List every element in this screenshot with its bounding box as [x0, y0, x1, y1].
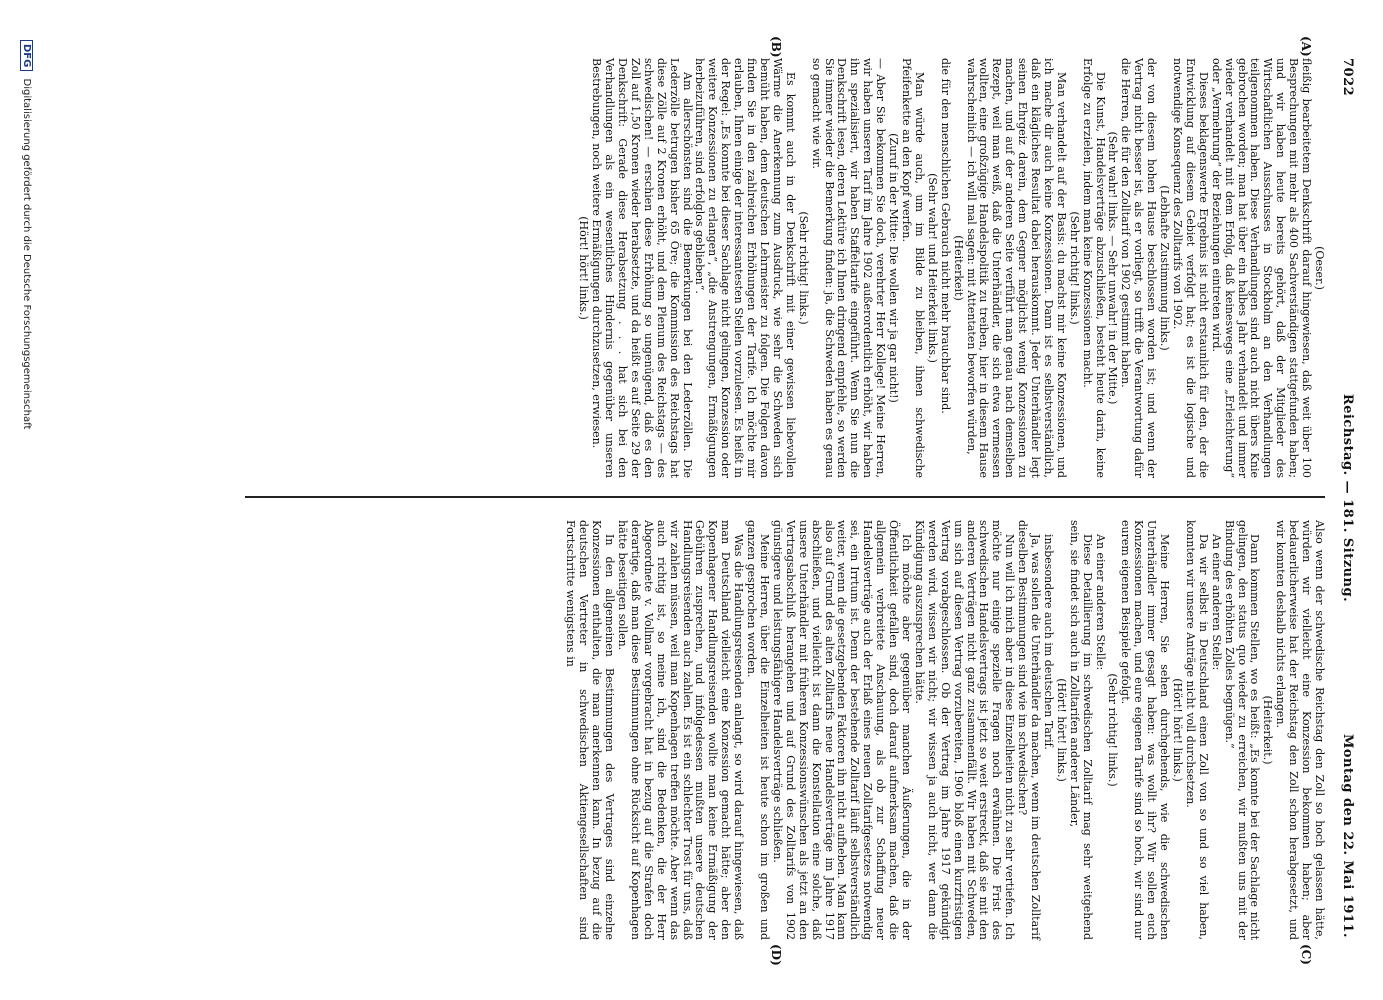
- margin-mark-d: (D): [769, 944, 783, 966]
- paragraph: Es kommt auch in der Denkschrift mit einer gewissen liebevollen Wärme die Anerkennung zum Ausdruck, wie sehr die Schweden sich bemüht haben, dem deutschen Lehrmeister zu folgen. Die Folgen davon finden Sie in den zahlreichen Erhöhungen der Tarife. Ich möchte mir erlauben, Ihnen einige der interessantesten Stellen vorzulesen. Es heißt in der Regel: „Es konnte bei dieser Sachlage nicht gelingen, Konzession oder weitere Konzessionen zu erlangen“, „die Anstrengungen, Ermäßigungen herbeizuführen, sind erfolglos geblieben“.: [693, 58, 797, 478]
- credit-text: Digitalisierung gefördert durch die Deutsche Forschungsgemeinschaft: [21, 78, 32, 430]
- dfg-logo: DFG: [20, 40, 33, 71]
- interjection: (Lebhafte Zustimmung links.): [1158, 185, 1172, 351]
- paragraph: An einer anderen Stelle:: [1093, 534, 1107, 671]
- left-column: [576, 58, 1325, 478]
- speaker-name: (Oeser.): [1313, 246, 1326, 290]
- interjection: (Heiterkeit): [951, 235, 965, 301]
- interjection: (Hört! hört! links.): [1171, 678, 1185, 782]
- paragraph: Dann kommen Stellen, wo es heißt: „Es konnte bei der Sachlage nicht gelingen, den status quo wieder zu erreichen, wir mußten uns mit der Bindung des erhöhten Zolles begnügen.“: [1222, 520, 1262, 940]
- right-column: [564, 520, 1325, 940]
- paragraph: In den allgemeinen Bestimmungen des Vertrages sind einzelne Konzessionen enthalten, die man anerkennen kann. In bezug auf die deutschen Vertreter in schwedischen Aktiengesellschaften sind Fortschritte wenigstens in: [564, 520, 617, 940]
- paragraph: Meine Herren, über die Einzelheiten ist heute schon im großen und ganzen gesprochen worden.: [745, 520, 772, 940]
- page-number: 7022: [1340, 58, 1355, 97]
- column-divider: [245, 496, 1325, 498]
- interjection: (Sehr richtig! links.): [1106, 673, 1120, 787]
- paragraph: Meine Herren, Sie sehen durchgehends, wie die schwedischen Unterhändler immer gesagt haben: was wollt ihr? Wir sollen euch Konzessionen machen, und eure eigenen Tarife sind so hoch, wir sind nur eurem eigenen Beispiele gefolgt.: [1119, 520, 1172, 940]
- interjection: (Hört! hört! links.): [1054, 678, 1068, 782]
- interjection: (Sehr wahr! und Heiterkeit links.): [925, 173, 939, 363]
- paragraph: Dieses beklagenswerte Ergebnis ist nicht erstaunlich für den, der die Entwicklung auf diesem Gebiet verfolgt hat; es ist die logische und notwendige Konsequenz des Zolltarifs von 1902.: [1171, 58, 1210, 478]
- margin-mark-c: (C): [1299, 944, 1313, 965]
- margin-mark-a: (A): [1299, 36, 1313, 57]
- quotation: Diese Detaillierung im schwedischen Zolltarif mag sehr weitgehend sein, sie findet sich auch in Zolltarifen anderer Länder,: [1067, 520, 1094, 940]
- paragraph: Ich möchte aber gegenüber manchen Äußerungen, die in der Öffentlichkeit gefallen sind, doch darauf aufmerksam machen, daß die allgemein verbreitete Anschauung, als ob zur Schaffung neuer Handelsverträge auch der Erlaß eines neuen Zolltarifgesetzes notwendig sei, ein Irrtum ist. Denn der bestehende Zolltarif läuft selbstverständlich weiter, wenn die gesetzgebenden Faktoren ihn nicht aufheben. Man kann also auf Grund des alten Zolltarifs neue Handelsverträge im Jahre 1917 abschließen, und vielleicht ist dann die Konstellation eine solche, daß unsere Unterhändler mit früheren Konzessionswünschen als jetzt an den Vertragsabschluß herangehen und auf Grund des Zolltarifs von 1902 günstigere und leistungsfähigere Handelsverträge schließen.: [770, 520, 913, 940]
- interjection: (Sehr richtig! links.): [796, 211, 810, 325]
- paragraph: Nun will ich mich aber in diese Einzelheiten nicht zu sehr vertiefen. Ich möchte nur einige spezielle Fragen noch erwähnen. Die Frist des schwedischen Handelsvertrags ist jetzt so weit erstreckt, daß sie mit den anderen Verträgen nicht ganz zusammenfällt. Wir haben mit Schweden, um sich auf diesen Vertrag vorzubereiten, 1906 bloß einen kurzfristigen Vertrag vorabgeschlossen. Ob der Vertrag im Jahre 1917 gekündigt werden wird, wissen wir nicht; wir wissen ja auch nicht, wer dann die Kündigung auszusprechen hätte.: [912, 520, 1017, 940]
- session-title: Reichstag. — 181. Sitzung.: [1340, 393, 1355, 603]
- paragraph: — Aber Sie bekommen Sie doch, verehrter Herr Kollege! Meine Herren, wir haben unseren Tarif im Jahre 1902 außerordentlich erhöht, wir haben ihn spezialisiert, wir haben Staffeltarife eingeführt. Wenn Sie nun die Denkschrift lesen, deren Lektüre ich Ihnen dringend empfehle, so werden Sie immer wieder die Bemerkung finden: ja, die Schweden haben es genau so gemacht wie wir.: [809, 58, 888, 478]
- margin-mark-b: (B): [769, 36, 783, 58]
- paragraph: Die Kunst, Handelsverträge abzuschließen, besteht heute darin, keine Erfolge zu erzielen, indem man keine Konzessionen macht.: [1080, 58, 1107, 478]
- paragraph: Man würde auch, um im Bilde zu bleiben, ihnen schwedische Pfeifenkette an den Kopf werfen.: [900, 58, 926, 478]
- paragraph: der von diesem hohen Hause beschlossen worden ist; und wenn der Vertrag nicht besser ist, als er vorliegt, so trifft die Verantwortung dafür die Herren, die für den Zolltarif von 1902 gestimmt haben.: [1119, 58, 1159, 478]
- quotation: insbesondere auch im deutschen Tarif.: [1041, 534, 1055, 750]
- interjection: (Sehr richtig! links.): [1067, 211, 1081, 325]
- paragraph: Ja, was sollen die Unterhändler da machen, wenn im deutschen Zolltarif dieselben Bestimmungen sind wie im schwedischen?: [1016, 520, 1043, 940]
- paragraph: Also wenn der schwedische Reichstag den Zoll so hoch gelassen hätte, würden wir vielleicht eine Konzession bekommen haben; aber bedauerlicherweise hat der Reichstag den Zoll schon herabgesetzt, und wir konnten deshalb nichts erlangen.: [1274, 520, 1326, 940]
- paragraph: An einer anderen Stelle:: [1209, 534, 1223, 671]
- paragraph: Am allerschönsten sind die Bemerkungen bei den Lederzöllen. Die Lederzölle betrugen bisher 65 Öre; die Kommission des Reichstags hat diese Zölle auf 2 Kronen erhöht, und dem Plenum des Reichstags — des schwedischen! — erschien diese Erhöhung so ungenügend, daß es den Zoll auf 1,50 Kronen wieder herabsetzte, und da heißt es auf Seite 29 der Denkschrift: Gerade diese Herabsetzung . . . hat sich bei den Verhandlungen als ein wesentliches Hindernis gegenüber unseren Bestrebungen, noch weitere Ermäßigungen durchzusetzen, erwiesen.: [590, 58, 694, 478]
- digitization-credit: [13, 40, 33, 960]
- paragraph: fleißig bearbeitetem Denkschrift darauf hingewiesen, daß weit über 100 Besprechungen mit mehr als 400 Sachverständigen stattgefunden haben; und wir haben heute bereits gehört, daß der Mitglieder des Wirtschaftlichen Ausschusses in Stockholm an den Verhandlungen teilgenommen haben. Diese Verhandlungen sind auch nicht übers Knie gebrochen worden; man hat über ein halbes Jahr verhandelt und immer wieder verhandelt mit dem Erfolg, daß keineswegs eine „Erleichterung“ oder „Vermehrung“ der Beziehungen eintreten wird.: [1209, 58, 1314, 478]
- paragraph: Man verhandelt auf der Basis: du machst mir keine Konzessionen, und ich mache dir auch keine Konzessionen. Dann ist es selbstverständlich, daß ein klägliches Resultat dabei herauskommt. Jeder Unterhändler legt seinen Ehrgeiz darein, dem Gegner möglichst wenig Konzessionen zu machen, und auf der anderen Seite verführt man genau nach demselben Rezept, weil man weiß, daß die Unterhändler, die sich etwa vermessen wollten, eine großzügige Handelspolitik zu treiben, hier in diesem Hause wahrscheinlich — ich will mal sagen: mit Attentaten beworfen würden,: [964, 58, 1068, 478]
- paragraph: die für den menschlichen Gebrauch nicht mehr brauchbar sind.: [938, 58, 952, 414]
- interjection: (Hört! hört! links.): [577, 216, 591, 320]
- interjection: (Zuruf in der Mitte: Die wollen wir ja gar nicht!): [887, 133, 901, 403]
- quotation: Da wir selbst in Deutschland einen Zoll von so und so viel haben, konnten wir unsere Anträge nicht voll durchsetzen.: [1183, 520, 1210, 940]
- interjection: (Heiterkeit.): [1261, 695, 1275, 765]
- running-head: [1337, 58, 1355, 938]
- paragraph: Was die Handlungsreisenden anlangt, so wird darauf hingewiesen, daß man Deutschland vielleicht eine Konzession gemacht hätte; aber den Kopenhagener Handlungsreisenden wollte man keine Ermäßigung der Gebühren zusprechen, und infolgedessen mußten unsere deutschen Handlungsreisenden auch zahlen. Es ist ein schlechter Trost für uns, daß wir zahlen müssen, weil man Kopenhagen treffen möchte. Aber wenn das auch richtig ist, so meine ich, sind die Bedenken, die der Herr Abgeordnete v. Vollmar vorgebracht hat in bezug auf die Strafen doch derartige, daß man diese Bestimmungen ohne Rücksicht auf Kopenhagen hätte beseitigen sollen.: [616, 520, 746, 940]
- session-date: Montag den 22. Mai 1911.: [1340, 733, 1355, 938]
- interjection: (Sehr wahr! links. — Sehr unwahr! in der Mitte.): [1106, 131, 1120, 405]
